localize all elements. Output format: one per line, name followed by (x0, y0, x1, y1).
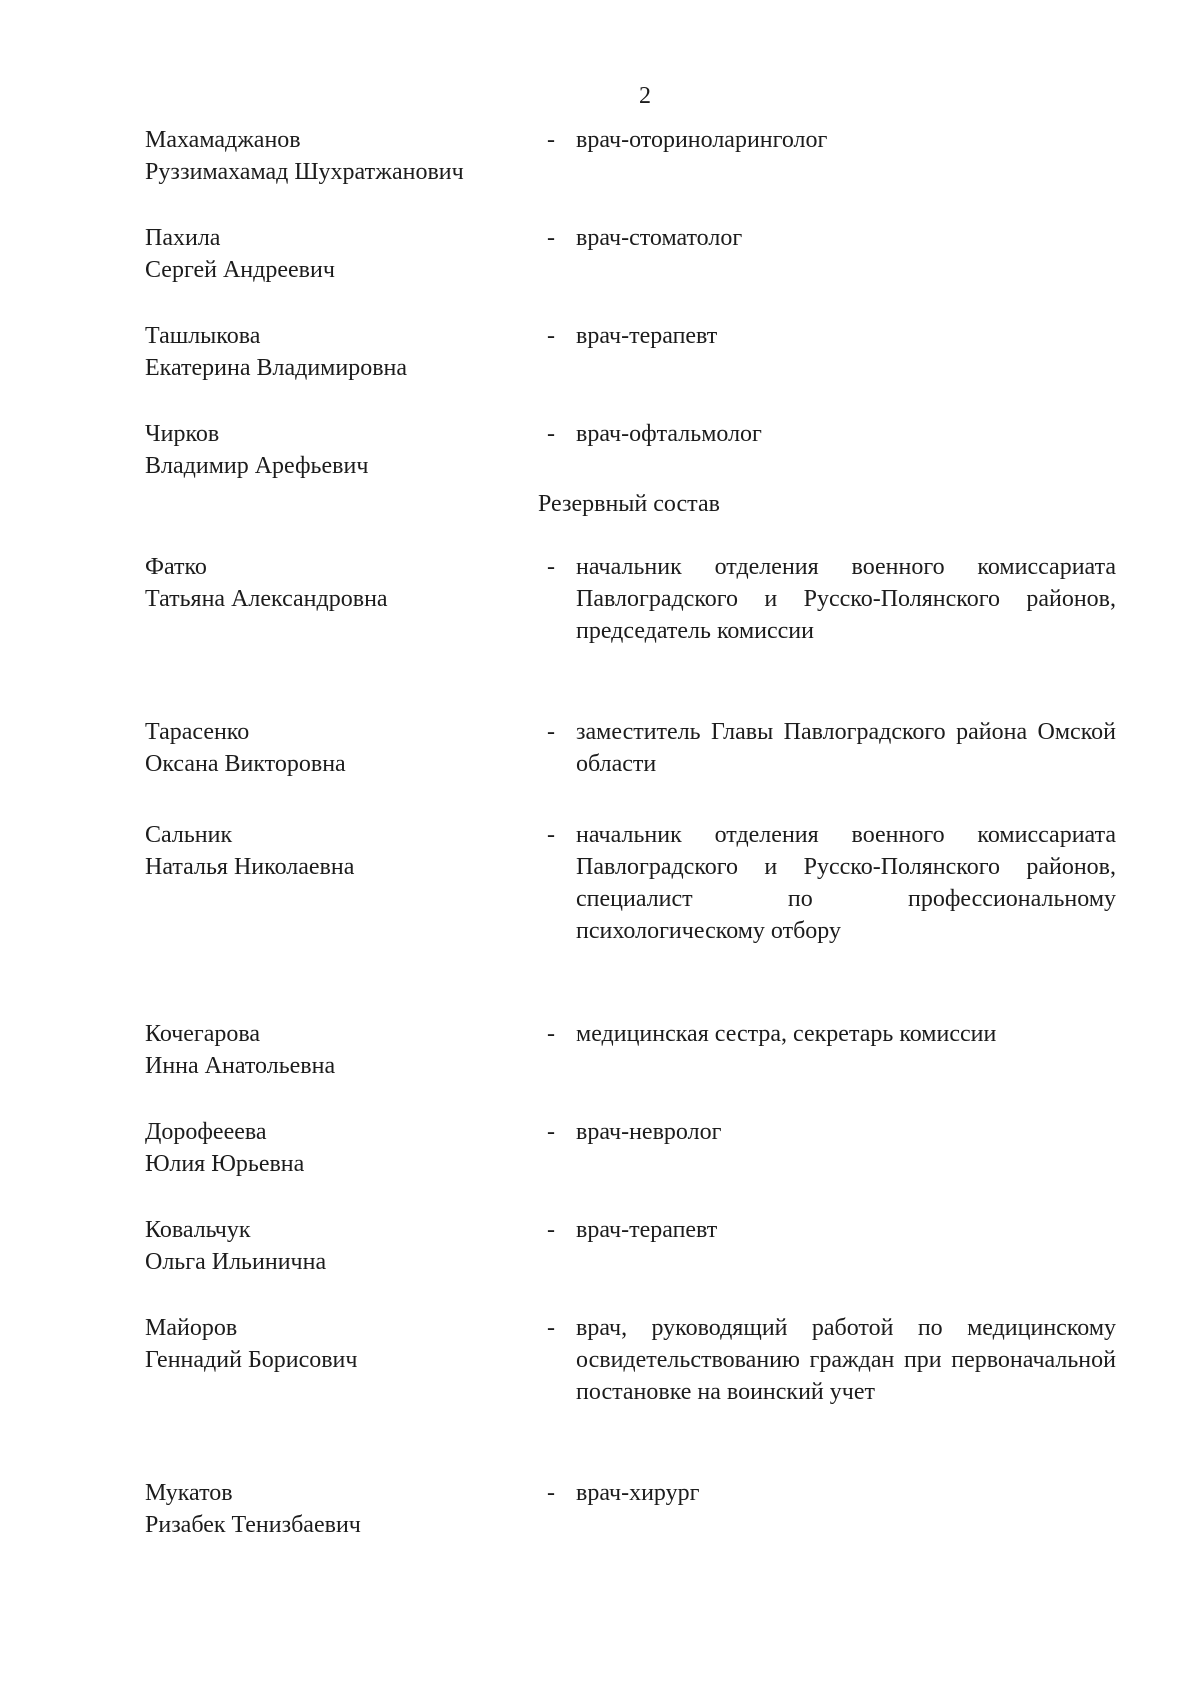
dash-separator: - (547, 421, 555, 447)
member-surname: Кочегарова (145, 1021, 261, 1047)
dash-separator: - (547, 719, 555, 745)
member-given-names: Инна Анатольевна (145, 1053, 336, 1079)
member-name (145, 1214, 545, 1278)
dash-separator: - (547, 554, 555, 580)
member-role: врач-стоматолог (576, 225, 743, 251)
member-role: врач-терапевт (576, 1217, 718, 1243)
member-surname: Фатко (145, 554, 207, 580)
dash-separator: - (547, 1021, 555, 1047)
member-surname: Майоров (145, 1315, 238, 1341)
member-surname: Дорофееева (145, 1119, 267, 1145)
dash-separator: - (547, 1315, 555, 1341)
member-surname: Пахила (145, 225, 221, 251)
member-given-names: Владимир Арефьевич (145, 453, 369, 479)
dash-separator: - (547, 1480, 555, 1506)
member-surname: Чирков (145, 421, 220, 447)
member-surname: Махамаджанов (145, 127, 301, 153)
member-role: начальник отделения военного комиссариата Павлоградского и Русско-Полянского районов, председатель комиссии (576, 554, 1116, 644)
member-given-names: Геннадий Борисович (145, 1347, 358, 1373)
member-surname: Ташлыкова (145, 323, 261, 349)
member-surname: Сальник (145, 822, 233, 848)
dash-separator: - (547, 1119, 555, 1145)
member-name (145, 124, 545, 188)
member-given-names: Руззимахамад Шухратжанович (145, 159, 464, 185)
member-name (145, 1116, 545, 1180)
member-given-names: Юлия Юрьевна (145, 1151, 305, 1177)
member-name (145, 418, 545, 482)
member-given-names: Оксана Викторовна (145, 751, 346, 777)
member-given-names: Сергей Андреевич (145, 257, 335, 283)
dash-separator: - (547, 822, 555, 848)
member-role: врач-хирург (576, 1480, 700, 1506)
member-role: врач-оториноларинголог (576, 127, 828, 153)
page-number: 2 (639, 83, 651, 109)
member-name (145, 551, 545, 615)
member-given-names: Наталья Николаевна (145, 854, 355, 880)
member-name (145, 819, 545, 883)
member-surname: Тарасенко (145, 719, 250, 745)
dash-separator: - (547, 323, 555, 349)
member-name (145, 716, 545, 780)
member-name (145, 320, 545, 384)
member-surname: Ковальчук (145, 1217, 251, 1243)
member-given-names: Татьяна Александровна (145, 586, 388, 612)
member-given-names: Ризабек Тенизбаевич (145, 1512, 361, 1538)
member-role: заместитель Главы Павлоградского района Омской области (576, 719, 1116, 777)
member-role: врач-терапевт (576, 323, 718, 349)
member-name (145, 1477, 545, 1541)
member-name (145, 1312, 545, 1376)
reserve-heading: Резервный состав (538, 491, 720, 517)
member-name (145, 222, 545, 286)
member-role: врач, руководящий работой по медицинскому освидетельствованию граждан при первоначальной постановке на воинский учет (576, 1315, 1116, 1405)
member-surname: Мукатов (145, 1480, 233, 1506)
dash-separator: - (547, 225, 555, 251)
member-given-names: Ольга Ильинична (145, 1249, 327, 1275)
member-name (145, 1018, 545, 1082)
member-role: начальник отделения военного комиссариата Павлоградского и Русско-Полянского районов, специалист по профессиональному психологическому отбору (576, 822, 1116, 944)
member-given-names: Екатерина Владимировна (145, 355, 408, 381)
dash-separator: - (547, 1217, 555, 1243)
member-role: медицинская сестра, секретарь комиссии (576, 1021, 997, 1047)
member-role: врач-невролог (576, 1119, 722, 1145)
member-role: врач-офтальмолог (576, 421, 762, 447)
dash-separator: - (547, 127, 555, 153)
